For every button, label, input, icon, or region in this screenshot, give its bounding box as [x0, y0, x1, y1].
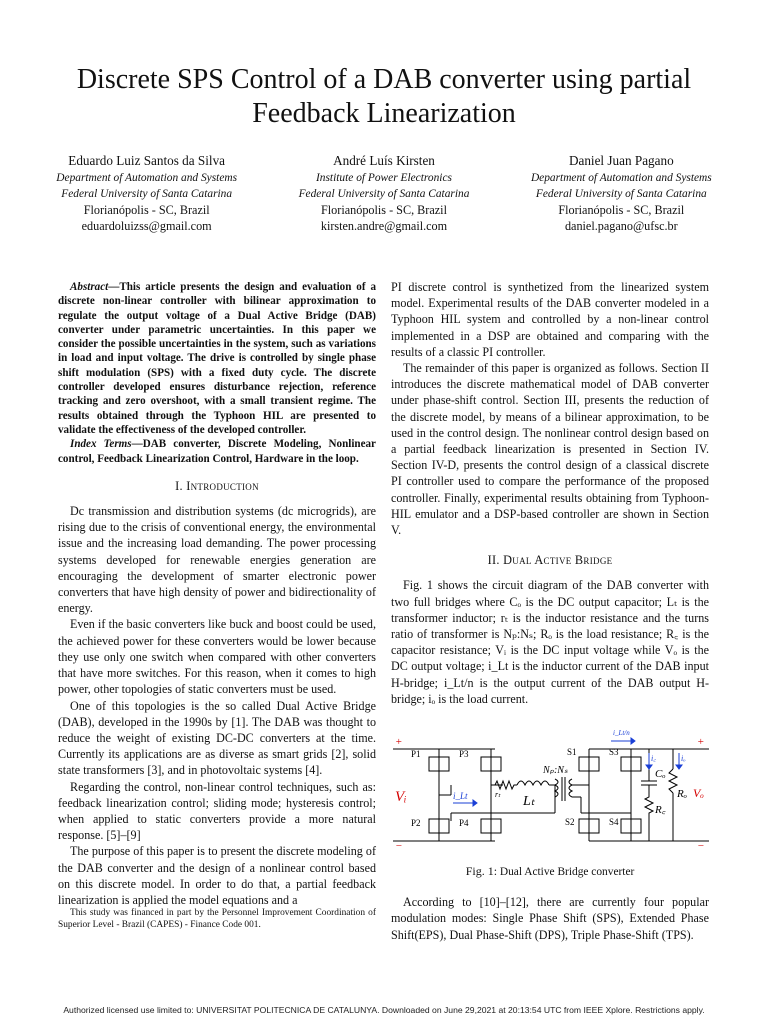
left-column	[58, 280, 376, 908]
minus-sign: −	[697, 840, 705, 853]
author-univ: Federal University of Santa Catarina	[535, 188, 707, 200]
rt-label: rₜ	[495, 790, 501, 800]
figure-1-circuit	[391, 721, 709, 859]
abstract-label: Abstract	[70, 281, 109, 293]
section-heading-dab	[391, 552, 709, 568]
author-univ: Federal University of Santa Catarina	[298, 188, 470, 200]
author-city: Florianópolis - SC, Brazil	[83, 203, 210, 217]
author-email: eduardoluizss@gmail.com	[81, 219, 212, 233]
paragraph: According to [10]–[12], there are currently four popular modulation modes: Single Phase Shift (SPS), Extended Phase Shift(EPS), Dual Phase-Shift (DPS), Triple Phase-Shift (TPS).	[391, 895, 709, 942]
switch-label: S4	[609, 817, 619, 828]
switch-label: S2	[565, 817, 575, 828]
author-1	[28, 153, 265, 234]
section-title: Dual Active Bridge	[503, 553, 613, 568]
paragraph: PI discrete control is synthetized from the linearized system model. Experimental results of the DAB converter modeled in a Typhoon HIL system and controlled by a non-linear control implemented in a DSP are obtained and comparing with the results of a classic PI controller.	[391, 280, 709, 359]
abstract-text: —This article presents the design and evaluation of a discrete non-linear controller with bilinear approximation to regulate the output voltage of a Dual Active Bridge (DAB) converter under parametric uncertainties. In this paper we consider the possible uncertainties in the system, such as variations in load and input voltage. The drive is controlled by single phase shift modulation (SPS) with a fixed duty cycle. The discrete controller developed ensures disturbance rejection, reference tracking and zero overshoot, with a small transient regime. The results obtained through the Typhoon HIL are presented to validate the effectiveness of the developed controller.	[58, 281, 376, 436]
index-terms	[58, 437, 376, 466]
ilt-label: i_Lt	[453, 791, 468, 802]
author-name: André Luís Kirsten	[333, 153, 435, 168]
ic-label: i꜀	[651, 754, 656, 764]
author-block	[28, 153, 740, 234]
author-univ: Federal University of Santa Catarina	[61, 188, 233, 200]
author-city: Florianópolis - SC, Brazil	[321, 203, 447, 217]
figure-label: Fig. 1:	[465, 864, 498, 879]
vo-label: Vₒ	[693, 786, 704, 801]
lt-label: Lₜ	[523, 794, 535, 810]
switch-label: P1	[411, 749, 421, 760]
paragraph: Regarding the control, non-linear control techniques, such as: feedback linearization control; sliding mode; hysteresis control; when applied to static converters provide a more natural response. [5]–[9]	[58, 779, 376, 843]
paragraph: Fig. 1 shows the circuit diagram of the DAB converter with two full bridges where Cₒ is the DC output capacitor; Lₜ is the transformer inductor; rₜ is the inductor resistance and the turns ratio of transformer is Nₚ:Nₛ; Rₒ is the load resistance; R꜀ is the capacitor resistance; Vᵢ is the DC input voltage while Vₒ is the DC output voltage; i_Lt is the inductor current of the DAB input H-bridge; i_Lt/n is the output current of the DAB output H-bridge; iₒ is the load current.	[391, 578, 709, 706]
io-label: iₒ	[681, 754, 686, 764]
paragraph: One of this topologies is the so called Dual Active Bridge (DAB), developed in the 1990s by [1]. The DAB was thought to reduce the weight of existing DC-DC converters at the time. Currently its applications are as diverse as smart grids [2], solid state transformers [3], and in photovoltaic systems [4].	[58, 698, 376, 778]
author-name: Eduardo Luiz Santos da Silva	[68, 153, 226, 168]
figure-caption-text: Dual Active Bridge converter	[497, 866, 635, 879]
figure-caption	[391, 863, 709, 880]
rc-label: R꜀	[655, 804, 666, 817]
author-dept: Institute of Power Electronics	[316, 172, 452, 184]
author-email: kirsten.andre@gmail.com	[320, 219, 448, 233]
paragraph: The purpose of this paper is to present the discrete modeling of the DAB converter and the design of a nonlinear control based on this discrete model. In order to do that, a partial feedback linearization is applied the model equations and a	[58, 844, 376, 907]
dab-circuit-diagram	[391, 721, 709, 859]
vi-label: Vᵢ	[395, 789, 407, 806]
author-dept: Department of Automation and Systems	[530, 172, 712, 184]
index-terms-label: Index Terms	[70, 438, 132, 451]
section-number: II.	[487, 553, 504, 568]
section-title: Introduction	[186, 478, 259, 493]
author-2	[265, 153, 502, 234]
switch-label: P4	[459, 818, 469, 829]
paper-title: Discrete SPS Control of a DAB converter using partial Feedback Linearization	[76, 64, 692, 129]
minus-sign: −	[395, 840, 403, 853]
switch-label: P3	[459, 749, 469, 760]
co-label: Cₒ	[655, 768, 666, 781]
section-heading-introduction	[58, 478, 376, 494]
paragraph: The remainder of this paper is organized as follows. Section II introduces the discrete mathematical model of DAB converter under phase-shift control. Section III, presents the reduction of the discrete model, by means of a bilinear approximation, to be used in the control design. The nonlinear control design based on a partial feedback linearization is presented in Section IV. Section IV-D, presents the control design of a classical discrete PI controller used to compare the performance of the proposed controller. Finally, experimental results obtaining from Typhoon-HIL emulator and a DSP-based controller are shown in Section V.	[391, 361, 709, 538]
paragraph: Dc transmission and distribution systems (dc microgrids), are rising due to the crisis of conventional energy, the environmental issue and the increasing load demanding. The power processing systems developed for renewable energies generation are encouraging the development of smarter electronic power converters that have high density of power and bidirectionality of energy.	[58, 504, 376, 616]
abstract	[58, 280, 376, 437]
plus-sign: +	[395, 736, 403, 749]
author-city: Florianópolis - SC, Brazil	[558, 203, 685, 217]
plus-sign: +	[697, 736, 705, 749]
switch-label: P2	[411, 818, 421, 829]
author-dept: Department of Automation and Systems	[56, 172, 238, 184]
ilt-n-label: i_Lt/n	[613, 729, 630, 738]
section-number: I.	[175, 478, 187, 493]
index-terms-text: —DAB converter, Discrete Modeling, Nonlinear control, Feedback Linearization Control, Hardware in the loop.	[58, 438, 376, 465]
switch-label: S3	[609, 747, 619, 758]
turns-ratio-label: Nₚ:Nₛ	[543, 765, 568, 777]
author-email: daniel.pagano@ufsc.br	[564, 219, 678, 233]
license-footer: Authorized licensed use limited to: UNIVERSITAT POLITECNICA DE CATALUNYA. Downloaded on June 29,2021 at 20:13:54 UTC from IEEE Xplore. Restrictions apply.	[63, 1005, 705, 1015]
author-3	[503, 153, 740, 234]
switch-label: S1	[567, 747, 577, 758]
ro-label: Rₒ	[677, 788, 687, 801]
author-name: Daniel Juan Pagano	[568, 153, 674, 168]
right-column	[391, 279, 709, 943]
footnote: This study was financed in part by the Personnel Improvement Coordination of Superior Level - Brazil (CAPES) - Finance Code 001.	[58, 908, 376, 930]
paragraph: Even if the basic converters like buck and boost could be used, the achieved power for these converters would be lower because they use only one switch when compared with other converters that have more switches. For this reason, when it comes to high power, other topologies of static converters must be used.	[58, 617, 376, 697]
